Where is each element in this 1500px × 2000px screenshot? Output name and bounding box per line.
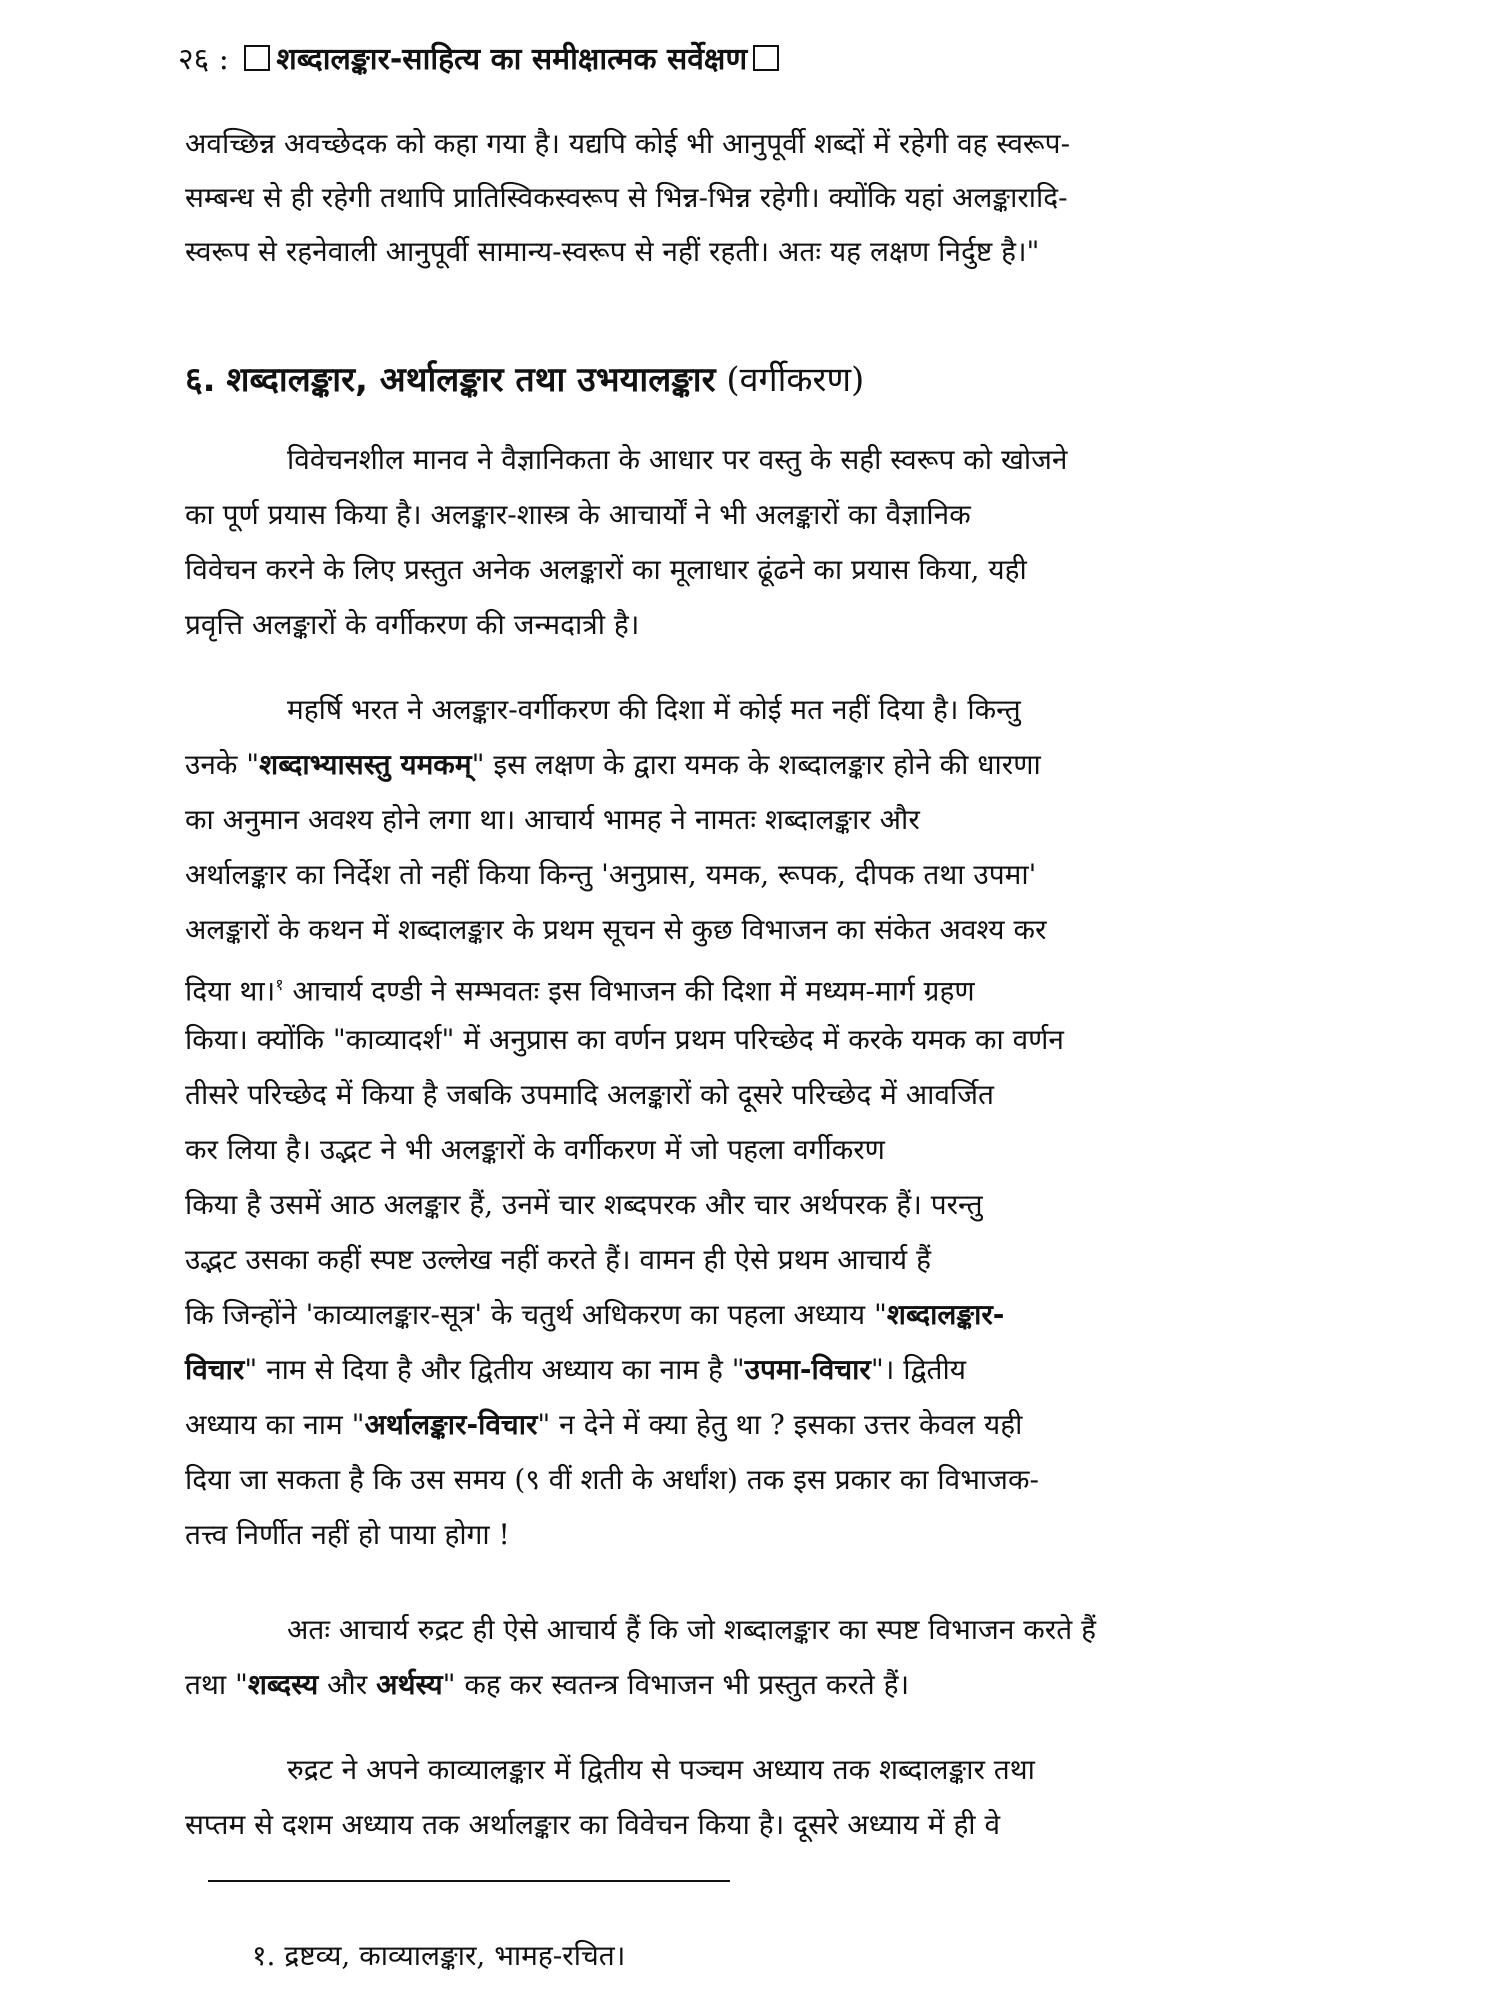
- running-title: शब्दालङ्कार-साहित्य का समीक्षात्मक सर्वेक्षण: [276, 42, 748, 77]
- quote-shabdasya: शब्दस्य: [247, 1668, 319, 1701]
- para3-line: उनके "शब्दाभ्यासस्तु यमकम्" इस लक्षण के द्वारा यमक के शब्दालङ्कार होने की धारणा: [185, 748, 1041, 781]
- para3-line: दिया था।$^१$ आचार्य दण्डी ने सम्भवतः इस विभाजन की दिशा में मध्यम-मार्ग ग्रहण: [185, 974, 975, 1008]
- footnote-ref: १: [275, 975, 284, 994]
- para3-line: अर्थालङ्कार का निर्देश तो नहीं किया किन्तु 'अनुप्रास, यमक, रूपक, दीपक तथा उपमा': [185, 858, 1037, 891]
- footnote-rule: [208, 1880, 730, 1882]
- section-title: शब्दालङ्कार, अर्थालङ्कार तथा उभयालङ्कार: [226, 360, 716, 400]
- para5-line: रुद्रट ने अपने काव्यालङ्कार में द्वितीय से पञ्चम अध्याय तक शब्दालङ्कार तथा: [287, 1753, 1035, 1786]
- section-number: ६.: [185, 360, 216, 400]
- para3-line: तीसरे परिच्छेद में किया है जबकि उपमादि अलङ्कारों को दूसरे परिच्छेद में आवर्जित: [185, 1078, 994, 1111]
- para4-line: अतः आचार्य रुद्रट ही ऐसे आचार्य हैं कि जो शब्दालङ्कार का स्पष्ट विभाजन करते हैं: [287, 1613, 1096, 1646]
- para2-line: प्रवृत्ति अलङ्कारों के वर्गीकरण की जन्मदात्री है।: [185, 608, 640, 641]
- para2-line: का पूर्ण प्रयास किया है। अलङ्कार-शास्त्र के आचार्यों ने भी अलङ्कारों का वैज्ञानिक: [185, 498, 971, 531]
- para1-line: स्वरूप से रहनेवाली आनुपूर्वी सामान्य-स्वरूप से नहीं रहती। अतः यह लक्षण निर्दुष्ट है।": [185, 235, 1040, 268]
- quote-shabdabhyasastu: शब्दाभ्यासस्तु यमकम्: [259, 748, 472, 781]
- para3-line: का अनुमान अवश्य होने लगा था। आचार्य भामह ने नामतः शब्दालङ्कार और: [185, 803, 920, 836]
- box-ornament-left: [244, 45, 270, 71]
- para1-line: अवच्छिन्न अवच्छेदक को कहा गया है। यद्यपि कोई भी आनुपूर्वी शब्दों में रहेगी वह स्वरूप-: [185, 127, 1071, 160]
- para3-line: दिया जा सकता है कि उस समय (९ वीं शती के अर्धांश) तक इस प्रकार का विभाजक-: [185, 1463, 1039, 1496]
- para3-line: कि जिन्होंने 'काव्यालङ्कार-सूत्र' के चतुर्थ अधिकरण का पहला अध्याय "शब्दालङ्कार-: [185, 1298, 1005, 1331]
- para2-line: विवेचन करने के लिए प्रस्तुत अनेक अलङ्कारों का मूलाधार ढूंढने का प्रयास किया, यही: [185, 553, 1027, 586]
- para3-line: तत्त्व निर्णीत नहीं हो पाया होगा !: [185, 1518, 510, 1551]
- para3-line: विचार" नाम से दिया है और द्वितीय अध्याय का नाम है "उपमा-विचार"। द्वितीय: [185, 1353, 967, 1386]
- para3-line: उद्भट उसका कहीं स्पष्ट उल्लेख नहीं करते हैं। वामन ही ऐसे प्रथम आचार्य हैं: [185, 1243, 931, 1276]
- para4-line: तथा "शब्दस्य और अर्थस्य" कह कर स्वतन्त्र विभाजन भी प्रस्तुत करते हैं।: [185, 1668, 910, 1701]
- quote-upama-vichara: उपमा-विचार: [744, 1353, 871, 1386]
- quote-arthasya: अर्थस्य: [376, 1668, 443, 1701]
- page-number: २६ :: [178, 42, 229, 77]
- footnote: १. द्रष्टव्य, काव्यालङ्कार, भामह-रचित।: [252, 1939, 626, 1972]
- section-heading: [185, 356, 864, 404]
- para1-line: सम्बन्ध से ही रहेगी तथापि प्रातिस्विकस्वरूप से भिन्न-भिन्न रहेगी। क्योंकि यहां अलङ्कारादि-: [185, 181, 1068, 214]
- section-subtitle: (वर्गीकरण): [726, 360, 865, 400]
- quote-arthalankara-vichara: अर्थालङ्कार-विचार: [364, 1408, 538, 1441]
- quote-shabdalankara-vichara: शब्दालङ्कार-: [886, 1298, 1005, 1331]
- para3-line: अध्याय का नाम "अर्थालङ्कार-विचार" न देने में क्या हेतु था ? इसका उत्तर केवल यही: [185, 1408, 1023, 1441]
- running-header: [178, 38, 785, 82]
- para2-line: विवेचनशील मानव ने वैज्ञानिकता के आधार पर वस्तु के सही स्वरूप को खोजने: [287, 443, 1068, 476]
- para3-line: किया है उसमें आठ अलङ्कार हैं, उनमें चार शब्दपरक और चार अर्थपरक हैं। परन्तु: [185, 1188, 983, 1221]
- para3-line: कर लिया है। उद्भट ने भी अलङ्कारों के वर्गीकरण में जो पहला वर्गीकरण: [185, 1133, 885, 1166]
- para3-line: अलङ्कारों के कथन में शब्दालङ्कार के प्रथम सूचन से कुछ विभाजन का संकेत अवश्य कर: [185, 913, 1047, 946]
- para3-line: किया। क्योंकि "काव्यादर्श" में अनुप्रास का वर्णन प्रथम परिच्छेद में करके यमक का वर्णन: [185, 1023, 1064, 1056]
- para5-line: सप्तम से दशम अध्याय तक अर्थालङ्कार का विवेचन किया है। दूसरे अध्याय में ही वे: [185, 1808, 1001, 1841]
- para3-line: महर्षि भरत ने अलङ्कार-वर्गीकरण की दिशा में कोई मत नहीं दिया है। किन्तु: [287, 693, 1021, 726]
- box-ornament-right: [753, 45, 779, 71]
